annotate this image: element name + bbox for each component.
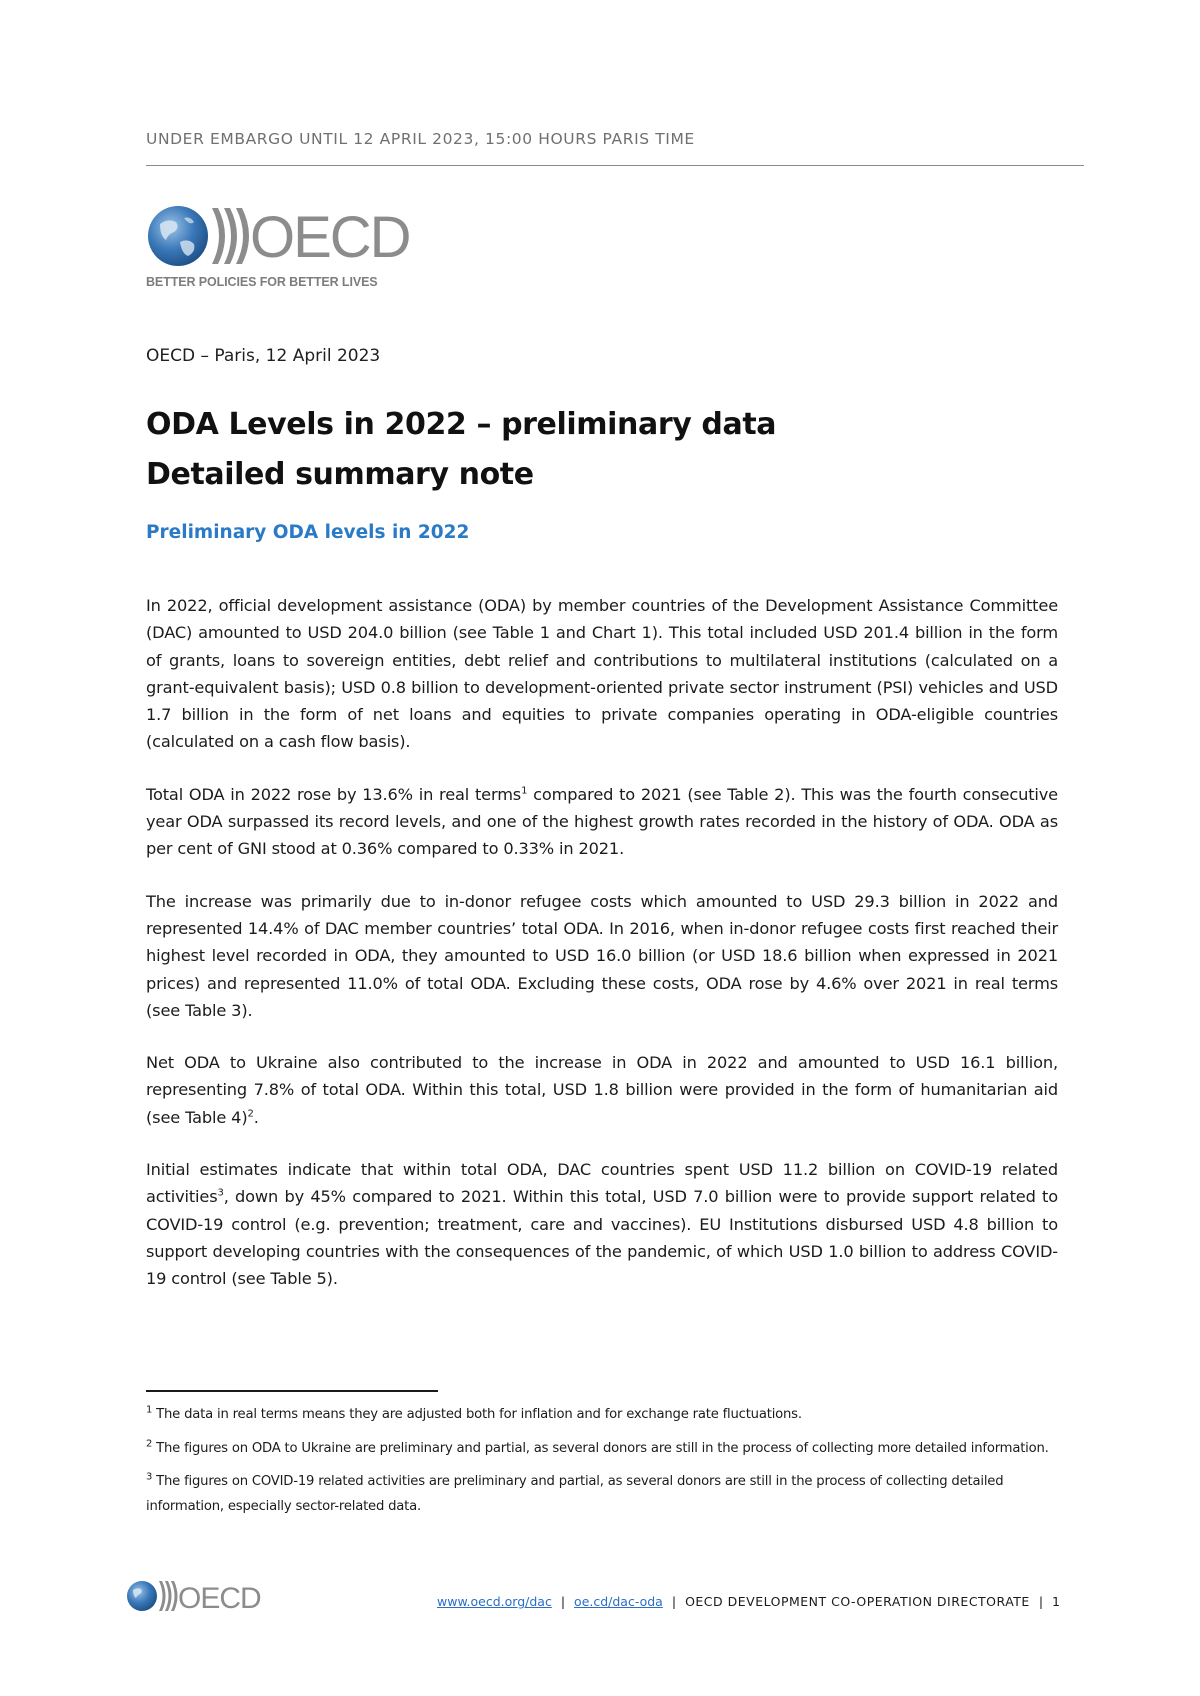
directorate-name: OECD DEVELOPMENT CO-OPERATION DIRECTORATE xyxy=(685,1594,1030,1609)
footer-separator: | xyxy=(671,1594,677,1609)
footnote-ref-3[interactable]: 3 xyxy=(217,1187,224,1199)
paragraph-2: Total ODA in 2022 rose by 13.6% in real terms$^1$ compared to 2021 (see Table 2). This was the fourth consecutive year ODA surpassed its record levels, and one of the highest growth rates recorded in the history of ODA. ODA as per cent of GNI stood at 0.36% compared to 0.33% in 2021. xyxy=(146,784,1058,859)
dac-oda-link[interactable]: oe.cd/dac-oda xyxy=(574,1594,663,1609)
footnote-divider xyxy=(146,1390,438,1392)
dac-website-link[interactable]: www.oecd.org/dac xyxy=(437,1594,552,1609)
logo-tagline: BETTER POLICIES FOR BETTER LIVES xyxy=(146,275,378,289)
header-divider xyxy=(146,165,1084,166)
paragraph-4: Net ODA to Ukraine also contributed to the increase in ODA in 2022 and amounted to USD 16.1 billion, representing 7.8% of total ODA. Within this total, USD 1.8 billion were provided in the form of humanitarian aid (see Table 4)$^2$. xyxy=(146,1053,1058,1127)
title-line-2: Detailed summary note xyxy=(146,457,534,492)
embargo-notice: UNDER EMBARGO UNTIL 12 APRIL 2023, 15:00 HOURS PARIS TIME xyxy=(146,130,695,148)
page-title xyxy=(146,400,776,500)
body-text xyxy=(146,592,1058,1318)
paragraph-5: Initial estimates indicate that within total ODA, DAC countries spent USD 11.2 billion on COVID-19 related activities$^3$, down by 45% compared to 2021. Within this total, USD 7.0 billion were to provide support related to COVID-19 control (e.g. prevention; treatment, care and vaccines). EU Institutions disbursed USD 4.8 billion to support developing countries with the consequences of the pandemic, of which USD 1.0 billion to address COVID-19 control (see Table 5). xyxy=(146,1160,1058,1289)
footnote-ref-1[interactable]: 1 xyxy=(521,785,528,797)
oecd-globe-logo-icon xyxy=(146,202,426,272)
page-number: 1 xyxy=(1052,1594,1060,1609)
footnote-2: $^2$ The figures on ODA to Ukraine are preliminary and partial, as several donors are still in the process of collecting more detailed information. xyxy=(146,1438,1049,1456)
page-footer xyxy=(437,1594,1060,1609)
footnote-1: $^1$ The data in real terms means they are adjusted both for inflation and for exchange rate fluctuations. xyxy=(146,1404,802,1422)
footer-globe-logo-icon xyxy=(126,1577,266,1615)
paragraph-1: In 2022, official development assistance (ODA) by member countries of the Development Assistance Committee (DAC) amounted to USD 204.0 billion (see Table 1 and Chart 1). This total included USD 201.4 billion in the form of grants, loans to sovereign entities, debt relief and contributions to multilateral institutions (calculated on a grant-equivalent basis); USD 0.8 billion to development-oriented private sector instrument (PSI) vehicles and USD 1.7 billion in the form of net loans and equities to private companies operating in ODA-eligible countries (calculated on a cash flow basis). xyxy=(146,596,1058,752)
footer-oecd-logo xyxy=(126,1577,266,1615)
footnote-3: $^3$ The figures on COVID-19 related activities are preliminary and partial, as several donors are still in the process of collecting detailed information, especially sector-related data. xyxy=(146,1471,1004,1514)
svg-text:OECD: OECD xyxy=(178,1582,261,1615)
section-heading: Preliminary ODA levels in 2022 xyxy=(146,522,470,543)
paragraph-3: The increase was primarily due to in-donor refugee costs which amounted to USD 29.3 billion in 2022 and represented 14.4% of DAC member countries’ total ODA. In 2016, when in-donor refugee costs first reached their highest level recorded in ODA, they amounted to USD 16.0 billion (or USD 18.6 billion when expressed in 2021 prices) and represented 11.0% of total ODA. Excluding these costs, ODA rose by 4.6% over 2021 in real terms (see Table 3). xyxy=(146,891,1058,1020)
footer-separator: | xyxy=(1038,1594,1044,1609)
title-line-1: ODA Levels in 2022 – preliminary data xyxy=(146,407,777,442)
dateline: OECD – Paris, 12 April 2023 xyxy=(146,346,381,366)
svg-text:OECD: OECD xyxy=(250,205,410,270)
footer-separator: | xyxy=(560,1594,566,1609)
footnotes xyxy=(146,1403,1060,1528)
footnote-ref-2[interactable]: 2 xyxy=(247,1108,254,1120)
